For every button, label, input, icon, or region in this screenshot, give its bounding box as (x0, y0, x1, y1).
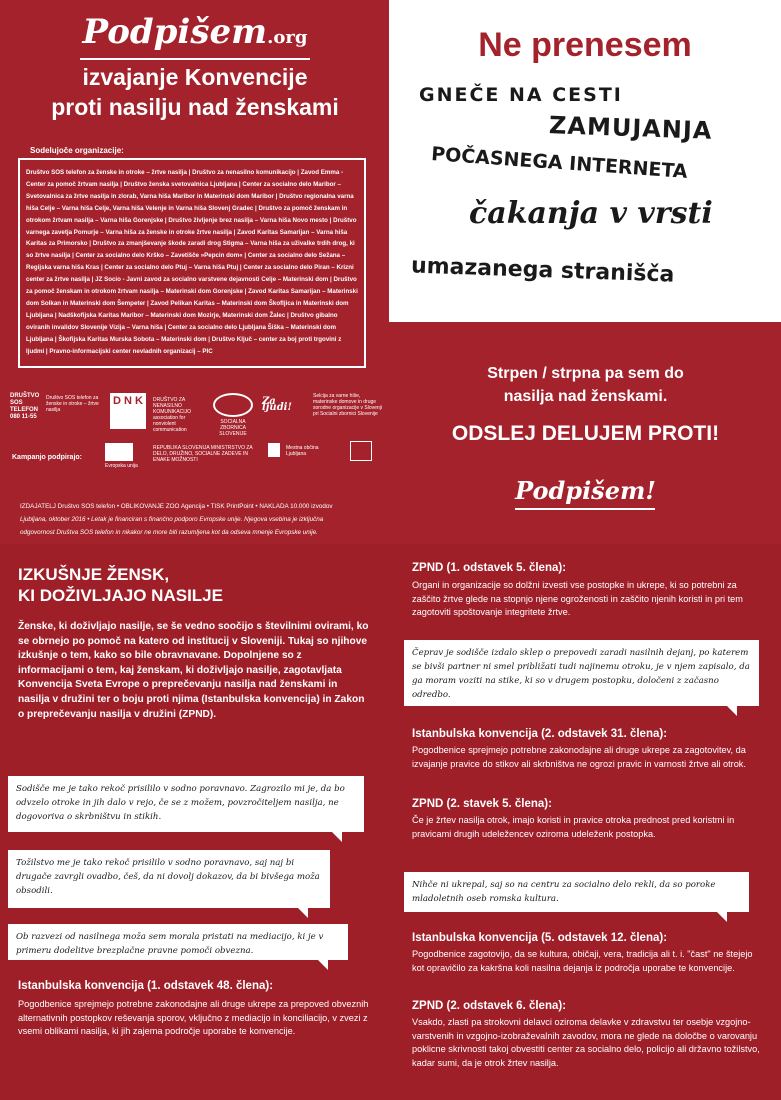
szs-text: SOCIALNA ZBORNICA SLOVENIJE (219, 419, 247, 437)
ministry-text: REPUBLIKA SLOVENIJA MINISTRSTVO ZA DELO, DRUŽINO, SOCIALNE ZADEVE IN ENAKE MOŽNOSTI (153, 445, 253, 463)
quote-box: Sodišče me je tako rekoč prisililo v sodno poravnavo. Zagrozilo mi je, da bo odvzelo otroke in jih dalo v rejo, če se z možem, povzročiteljem nasilja, ne dogovoriva o skrbništvu in stikih. (8, 776, 364, 832)
law-heading: Istanbulska konvencija (5. odstavek 12. člena): (412, 932, 668, 944)
dnk-logo: D N K (110, 393, 146, 429)
szs-icon (213, 393, 253, 417)
law-text: Organi in organizacije so dolžni izvesti vse postopke in ukrepe, ki so potrebni za zaščito žrtve glede na stopnjo njene ogroženosti in zaščito njenih koristi in pri tem zagotoviti spoštovanje integritete žrtve. (412, 580, 743, 617)
eu-text: Evropska unija (105, 463, 138, 469)
law-text: Če je žrtev nasilja otrok, imajo koristi in pravice otroka prednost pred koristmi in pravicami drugih udeležencev oziroma udeleženk postopka. (412, 815, 735, 839)
card-line-4: čakanja v vrsti (469, 196, 713, 231)
card-line-5: umazanega stranišča (410, 253, 675, 288)
left-panel (0, 544, 390, 1100)
quote-box: Čeprav je sodišče izdalo sklep o prepovedi zaradi nasilnih dejanj, po katerem se bivši partner ni smel približati tudi najinemu otroku, je v njem zapisalo, da ga moram voziti na stike, ki so v drugem postopku, določeni z začasno odredbo. (404, 640, 759, 706)
quote-box: Ob razvezi od nasilnega moža sem morala pristati na mediacijo, ki je v primeru dodelitve brezplačne pravne pomoči obvezna. (8, 924, 348, 960)
logo-underline (80, 58, 310, 60)
annoyances-card (389, 0, 781, 322)
eu-flag-icon (105, 443, 133, 461)
mol-text: Mestna občina Ljubljana (286, 445, 319, 457)
participating-label: Sodelujoče organizacije: (30, 146, 124, 155)
sos-text: Društvo SOS telefon za ženske in otroke – žrtve nasilja (46, 395, 99, 413)
law-heading: Istanbulska konvencija (1. odstavek 48. člena): (18, 980, 274, 992)
organizations-box: Društvo SOS telefon za ženske in otroke – žrtve nasilja | Društvo za nenasilno komunikacijo | Zavod Emma - Center za pomoč žrtvam nasilja | Društvo ženska svetovalnica Ljubljana | Center za socialno delo Maribor – Svetovalnica za žrtve nasilja in zlorab, Varna hiša Maribor in Materinski dom Maribor | Društvo regionalna varna hiša Celje – Varna hiša Celje, Varna hiša Velenje in Varna hiša Slovenj Gradec | Društvo za pomoč ženskam in otrokom žrtvam nasilja – Varna hiša Gorenjske | Društvo življenje brez nasilja – Varna hiša Novo mesto | Društvo varnega zavetja Pomurje – Varna hiša za ženske in otroke žrtve nasilja | Zavod Karitas Samarijan – Varna hiša Karitas za Primorsko | Društvo za zmanjševanje škode zaradi drog Stigma – Varna hiša za uživalke trdih drog, ki so žrtve nasilja | Center za socialno delo Krško – Zavetišče »Pepcin dom« | Center za socialno delo Sežana – Regijska varna hiša Kras | Center za socialno delo Ptuj – Varna hiša Ptuj | Center za socialno delo Piran – Krizni center za žrtve nasilja | JZ Socio - Javni zavod za socialno varstvene dejavnosti Celje – Materinski dom | Društvo za pomoč ženskam in otrokom žrtvam nasilja – Materinski dom Gorenjske | Zavod Karitas Samarijan – Materinski dom Solkan in Materinski dom Šempeter | Zavod Pelikan Karitas – Materinski dom Škofljica in Materinski dom Ljubljana | Nadškofijska Karitas Maribor – Materinski dom Mozirje, Materinski dom Žalec | Društvo gibalno oviranih invalidov Slovenije Vizija – Varna hiša | Center za socialno delo Ljubljana Šiška – Materinski dom Ljubljana | Škofijska Karitas Murska Sobota – Materinski dom | Društvo Ključ – center za boj proti trgovini z ljudmi | Pravno-informacijski center nevladnih organizacij – PIC (18, 158, 366, 368)
quote-box: Tožilstvo me je tako rekoč prisililo v sodno poravnavo, saj naj bi drugače zavrgli ovadbo, češ, da ni dovolj dokazov, da bi bivšega moža obsodili. (8, 850, 330, 908)
law-text: Pogodbenice sprejmejo potrebne zakonodajne ali druge ukrepe za zagotovitev, da izvajanje pravice do stikov ali skrbništva ne ogrozi pravic in varnosti žrtve ali otrok. (412, 745, 746, 769)
card-line-2: ZAMUJANJA (548, 111, 713, 145)
card-title: Ne prenesem (478, 26, 692, 64)
law-heading: ZPND (2. stavek 5. člena): (412, 798, 552, 810)
mol-crest-icon (268, 443, 280, 457)
quote-box: Nihče ni ukrepal, saj so na centru za socialno delo rekli, da so poroke mladoletnih oseb romska kultura. (404, 872, 749, 912)
site-logo: Podpišem.org (82, 12, 308, 52)
sign-logo: Podpišem! (515, 476, 656, 505)
right-panel (390, 544, 781, 1100)
law-heading: Istanbulska konvencija (2. odstavek 31. člena): (412, 728, 668, 740)
zaljudi-logo: Za ljudi! (262, 396, 292, 413)
law-text: Pogodbenice sprejmejo potrebne zakonodajne ali druge ukrepe za prepoved obveznih alternativnih postopkov reševanja sporov, vključno z mediacijo in konciliacijo, v zvezi z vsemi oblikami nasilja, ki jih zajema področje uporabe te konvencije. (18, 999, 369, 1036)
cta-slogan: ODSLEJ DELUJEM PROTI! (451, 422, 720, 445)
section-heading: IZKUŠNJE ŽENSK, KI DOŽIVLJAJO NASILJE (18, 565, 223, 605)
support-label: Kampanjo podpirajo: (12, 454, 82, 461)
sign-underline (515, 508, 655, 510)
imprint: IZDAJATELJ Društvo SOS telefon • OBLIKOVANJE ZOO Agencija • TISK PrintPoint • NAKLADA 10.000 izvodov Ljubljana, oktober 2016 • Letak je financiran s finančno podporo Evropske unije. Njegova vsebina je izključna odgovornost Društva SOS telefon in nikakor ne more biti razumljena kot da odseva mnenje Evropske unije. (20, 503, 333, 536)
emblem-icon (350, 441, 372, 461)
card-line-1: GNEČE NA CESTI (419, 84, 623, 106)
card-line-3: POČASNEGA INTERNETA (430, 143, 689, 183)
zaljudi-text: Selcija za varne hiše, materinske domove in druge sorodne organizacije v Slovenji pri Socialni zbornici Slovenije (313, 393, 382, 417)
intro-text: Ženske, ki doživljajo nasilje, se še vedno soočijo s številnimi ovirami, ko se obrnejo po pomoč na katero od institucij v Sloveniji. Tukaj so njihove izkušnje o tem, kako so bile obravnavane. Dopolnjene so z informacijami o tem, kaj ženskam, ki doživljajo nasilje, zagotavljata Konvencija Sveta Evrope o preprečevanju nasilja nad ženskami in nasilja v družini ter o boju proti njima (Istanbulska konvencija) in Zakon o preprečevanju nasilja v družini (ZPND). (18, 621, 369, 720)
law-text: Pogodbenice zagotovijo, da se kultura, običaji, vera, tradicija ali t. i. "čast" ne štejejo kot opravičilo za kakršna koli nasilna dejanja iz področja uporabe te konvencije. (412, 949, 753, 973)
law-heading: ZPND (1. odstavek 5. člena): (412, 562, 567, 574)
law-text: Vsakdo, zlasti pa strokovni delavci oziroma delavke v zdravstvu ter osebje vzgojno-varstvenih in vzgojno-izobraževalnih zavodov, mora ne glede na določbe o varovanju poklicne skrivnosti takoj obvestiti center za socialno delo, policijo ali državno tožilstvo, kadar sumi, da je otrok žrtev nasilja. (412, 1017, 760, 1068)
sos-logo: DRUŠTVO SOS TELEFON 080 11-55 (10, 393, 40, 420)
dnk-text: DRUŠTVO ZA NENASILNO KOMUNIKACIJO association for nonviolent communication (153, 397, 192, 433)
partner-logos (10, 393, 385, 468)
law-heading: ZPND (2. odstavek 6. člena): (412, 1000, 567, 1012)
cta-text: Strpen / strpna pa sem do nasilja nad ženskami. (487, 365, 684, 405)
page-headline: izvajanje Konvencije proti nasilju nad ženskami (51, 64, 339, 120)
